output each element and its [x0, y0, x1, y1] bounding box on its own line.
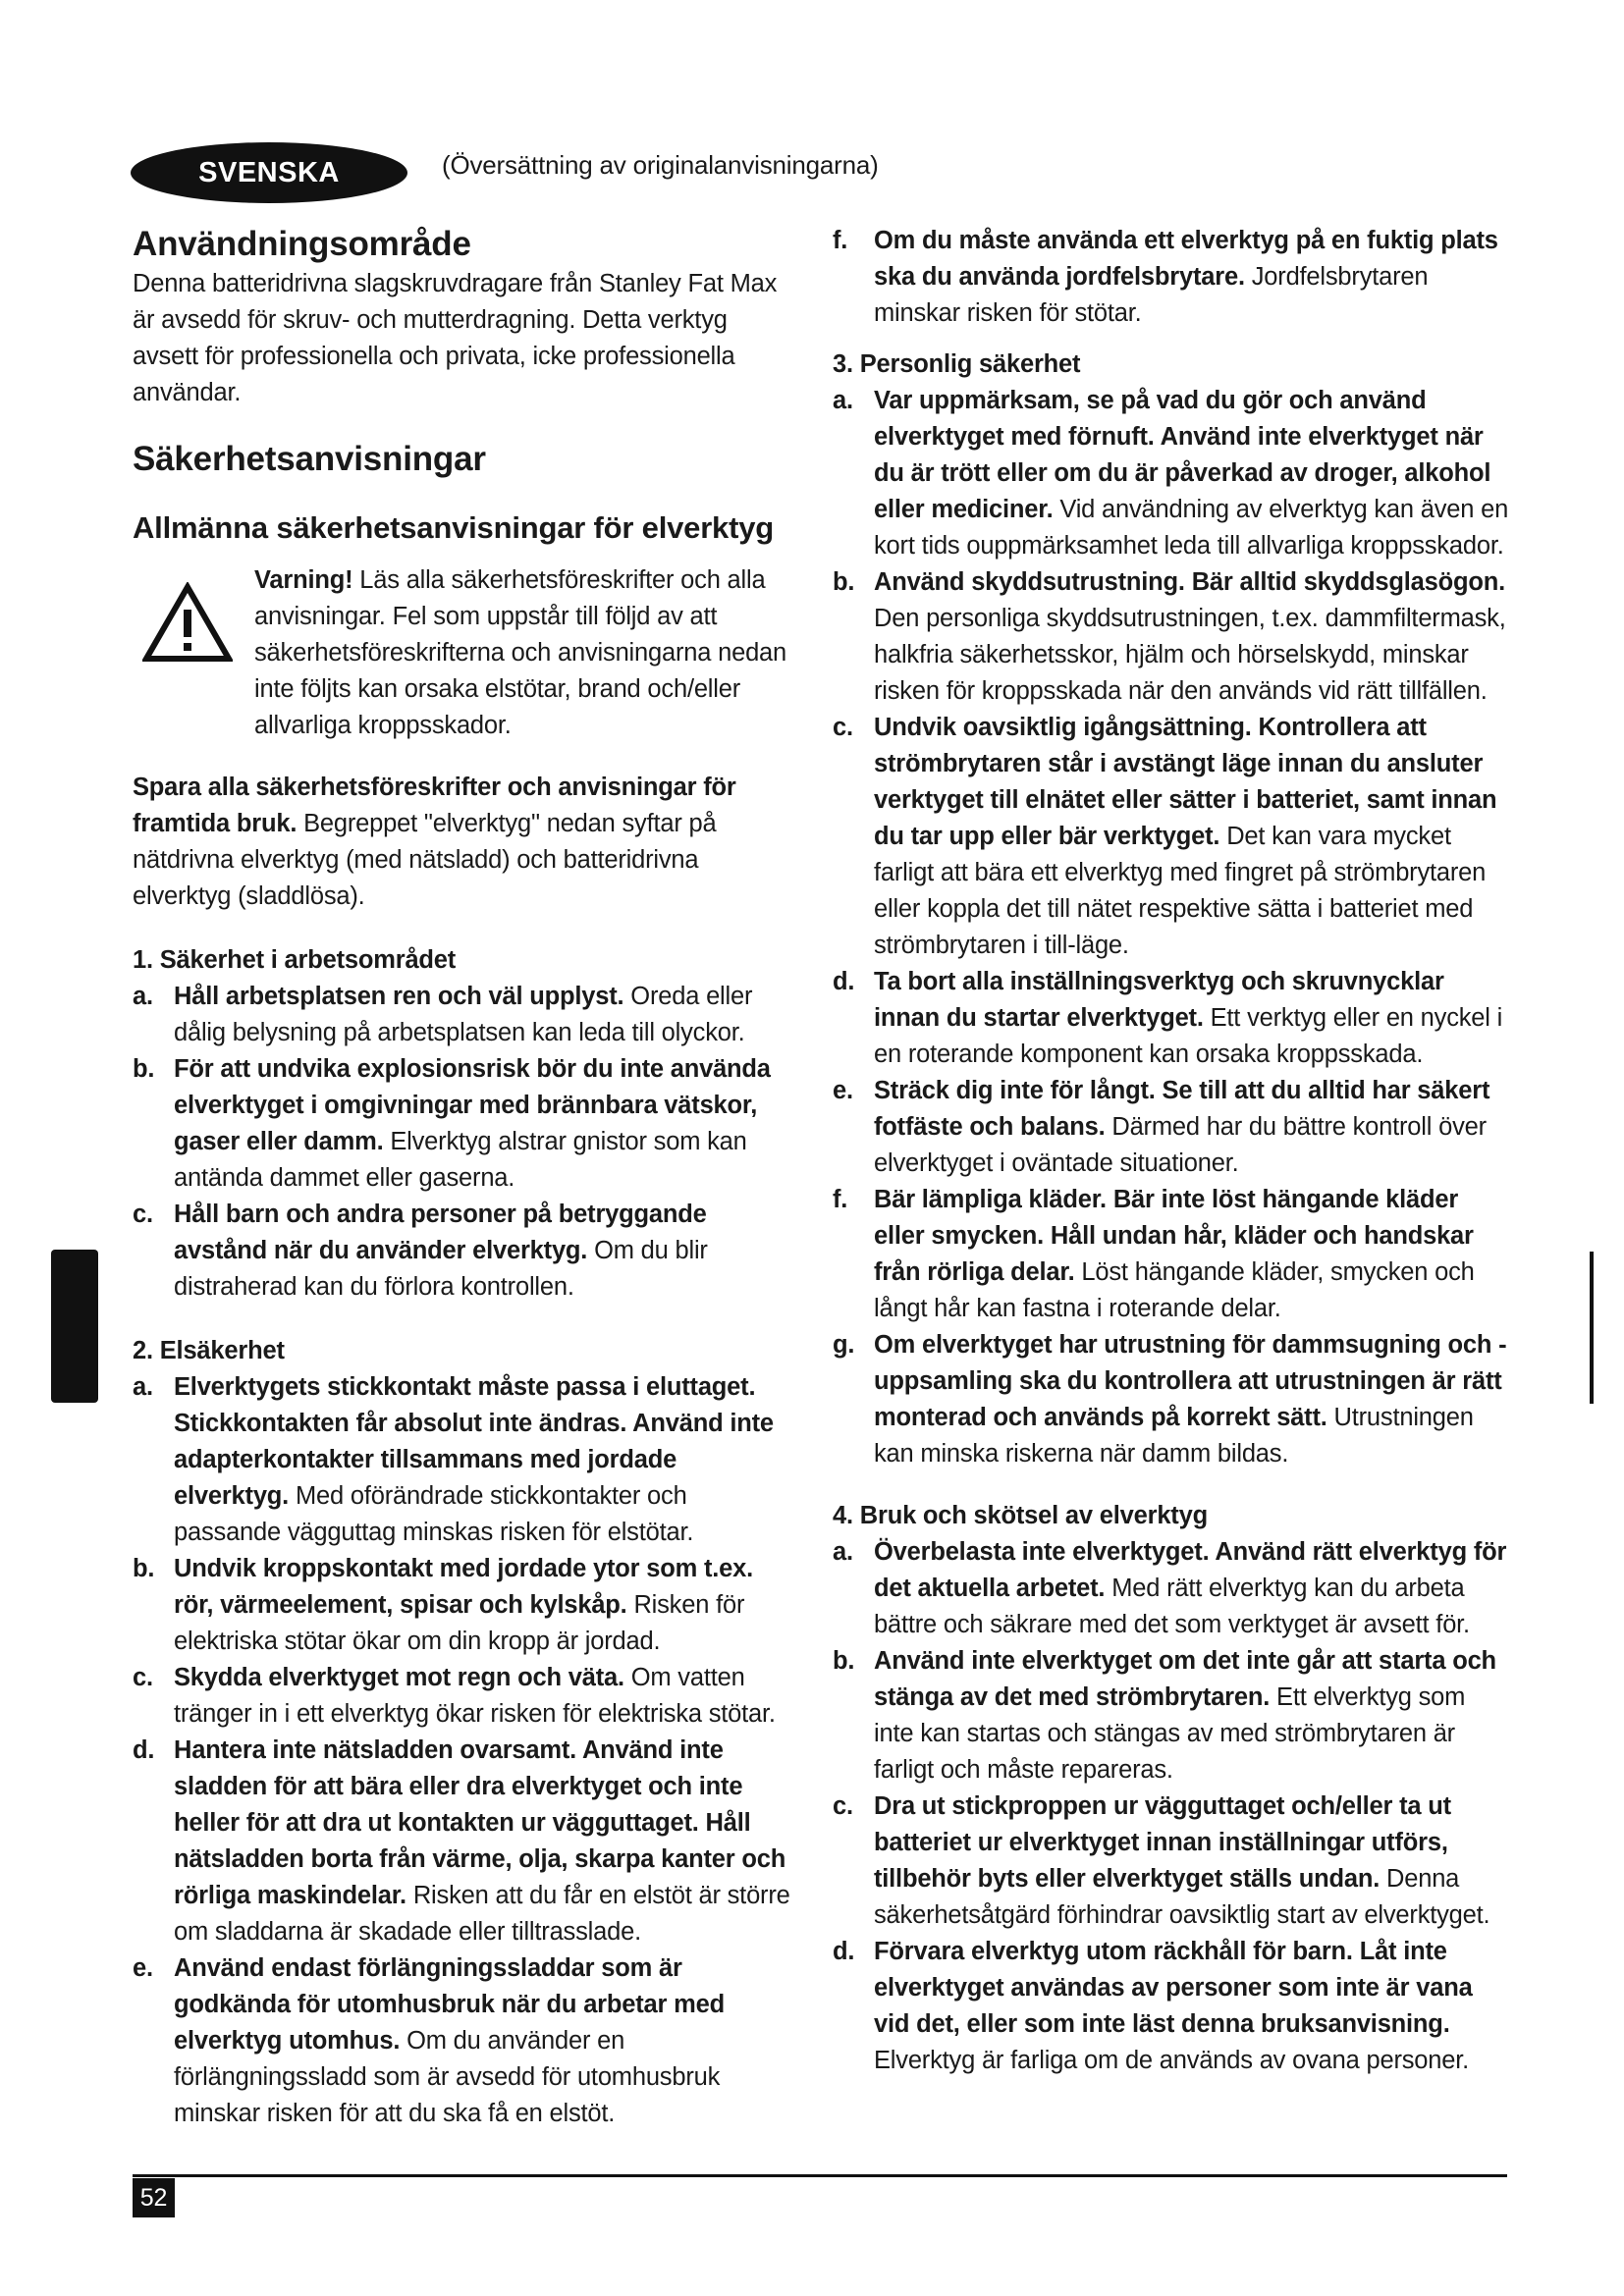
item-text: Jordfelsbrytaren minskar risken för stötar.	[874, 263, 1429, 327]
item-letter: a.	[833, 387, 853, 414]
list-item	[133, 1950, 795, 2132]
item-text: Risken för elektriska stötar ökar om din kropp är jordad.	[174, 1591, 745, 1655]
item-bold-text: Överbelasta inte elverktyget. Använd rätt elverktyg för det aktuella arbetet.	[874, 1538, 1507, 1602]
section-tab-marker	[51, 1250, 98, 1403]
item-bold-text: Håll barn och andra personer på betryggande avstånd när du använder elverktyg.	[174, 1201, 707, 1264]
item-bold-text: Dra ut stickproppen ur vägguttaget och/eller ta ut batteriet ur elverktyget innan inställningar utförs, tillbehör byts eller elverktyget ställs undan.	[874, 1792, 1451, 1893]
list-item	[833, 1182, 1510, 1327]
save-instructions: Spara alla säkerhetsföreskrifter och anvisningar för framtida bruk. Begreppet "elverktyg" nedan syftar på nätdrivna elverktyg (med nätsladd) och batteridrivna elverktyg (sladdlösa).	[133, 774, 736, 910]
list-item	[833, 1073, 1510, 1182]
item-letter: g.	[833, 1331, 855, 1359]
list-item	[833, 383, 1510, 564]
list-item	[833, 223, 1510, 332]
item-text: Ett verktyg eller en nyckel i en roterande komponent kan orsaka kroppsskada.	[874, 1004, 1503, 1068]
item-letter: a.	[133, 1373, 153, 1401]
item-letter: d.	[833, 968, 855, 995]
section-list	[833, 223, 1510, 332]
warning-text: Varning! Läs alla säkerhetsföreskrifter och alla anvisningar. Fel som uppstår till följd av att säkerhetsföreskrifterna och anvisningarna nedan inte följts kan orsaka elstötar, brand och/eller allvarliga kroppsskador.	[254, 566, 787, 739]
item-text: Med oförändrade stickkontakter och passande vägguttag minskas risken för elstötar.	[174, 1482, 694, 1546]
list-item	[133, 1733, 795, 1950]
left-column	[133, 223, 795, 2132]
item-bold-text: Undvik oavsiktlig igångsättning. Kontrollera att strömbrytaren står i avstängt läge innan du ansluter verktyget till elnätet eller sätter i batteriet, samt innan du tar upp eller bär verktyget.	[874, 714, 1497, 850]
item-letter: d.	[133, 1736, 155, 1764]
item-letter: f.	[833, 1186, 848, 1213]
item-bold-text: Förvara elverktyg utom räckhåll för barn. Låt inte elverktyget användas av personer som inte är vana vid det, eller som inte läst denna bruksanvisning.	[874, 1938, 1473, 2038]
item-text: Om vatten tränger in i ett elverktyg ökar risken för elektriska stötar.	[174, 1664, 776, 1728]
section-list	[833, 383, 1510, 1472]
item-text: Det kan vara mycket farligt att bära ett elverktyg med fingret på strömbrytaren eller koppla det till nätet respektive sätta i batteriet med strömbrytaren i till-läge.	[874, 823, 1487, 959]
translation-note: (Översättning av originalanvisningarna)	[442, 150, 879, 180]
list-item	[833, 710, 1510, 964]
section-title: 1. Säkerhet i arbetsområdet	[133, 946, 457, 974]
item-letter: b.	[833, 1647, 855, 1675]
item-letter: b.	[133, 1055, 155, 1083]
item-bold-text: Undvik kroppskontakt med jordade ytor som t.ex. rör, värmeelement, spisar och kylskåp.	[174, 1555, 753, 1619]
section-list	[833, 1534, 1510, 2079]
item-text: Vid användning av elverktyg kan även en kort tids ouppmärksamhet leda till allvarliga kroppsskador.	[874, 496, 1509, 560]
item-letter: b.	[133, 1555, 155, 1582]
list-item	[833, 1934, 1510, 2079]
section-title: 4. Bruk och skötsel av elverktyg	[833, 1502, 1208, 1529]
item-text: Elverktyg alstrar gnistor som kan antända dammet eller gaserna.	[174, 1128, 747, 1192]
list-item	[133, 1660, 795, 1733]
item-letter: c.	[133, 1201, 153, 1228]
item-text: Denna säkerhetsåtgärd förhindrar oavsiktlig start av elverktyget.	[874, 1865, 1490, 1929]
page-number: 52	[133, 2178, 175, 2217]
section-title: 3. Personlig säkerhet	[833, 350, 1081, 378]
item-bold-text: Använd endast förlängningssladdar som är godkända för utomhusbruk när du arbetar med elverktyg utomhus.	[174, 1954, 725, 2055]
section-list	[133, 979, 795, 1306]
list-item	[833, 1643, 1510, 1789]
item-text: Oreda eller dålig belysning på arbetsplatsen kan leda till olyckor.	[174, 983, 753, 1046]
item-bold-text: Använd inte elverktyget om det inte går att starta och stänga av det med strömbrytaren.	[874, 1647, 1496, 1711]
item-bold-text: Elverktygets stickkontakt måste passa i eluttaget. Stickkontakten får absolut inte ändras. Använd inte adapterkontakter tillsammans med jordade elverktyg.	[174, 1373, 774, 1510]
list-item	[833, 1327, 1510, 1472]
list-item	[133, 979, 795, 1051]
warning-block	[133, 562, 795, 744]
item-bold-text: Håll arbetsplatsen ren och väl upplyst.	[174, 983, 624, 1010]
item-letter: f.	[833, 227, 848, 254]
item-letter: e.	[833, 1077, 853, 1104]
item-text: Om du använder en förlängningssladd som är avsedd för utomhusbruk minskar risken för att du ska få en elstöt.	[174, 2027, 721, 2127]
list-item	[833, 1789, 1510, 1934]
item-text: Om du blir distraherad kan du förlora kontrollen.	[174, 1237, 708, 1301]
item-letter: b.	[833, 568, 855, 596]
item-letter: a.	[133, 983, 153, 1010]
item-text: Den personliga skyddsutrustningen, t.ex. dammfiltermask, halkfria säkerhetsskor, hjälm och hörselskydd, minskar risken för kroppsskada när den används vid rätt tillfällen.	[874, 605, 1506, 705]
item-letter: e.	[133, 1954, 153, 1982]
list-item	[833, 1534, 1510, 1643]
item-bold-text: Var uppmärksam, se på vad du gör och använd elverktyget med förnuft. Använd inte elverktyget när du är trött eller om du är påverkad av droger, alkohol eller mediciner.	[874, 387, 1491, 523]
item-bold-text: Om du måste använda ett elverktyg på en fuktig plats ska du använda jordfelsbrytare.	[874, 227, 1498, 291]
right-column	[833, 223, 1510, 2079]
item-letter: c.	[133, 1664, 153, 1691]
section-list	[133, 1369, 795, 2132]
intro-heading: Användningsområde	[133, 225, 471, 263]
item-text: Ett elverktyg som inte kan startas och stängas av med strömbrytaren är farligt och måste repareras.	[874, 1683, 1466, 1784]
list-item	[133, 1369, 795, 1551]
item-letter: c.	[833, 714, 853, 741]
list-item	[833, 964, 1510, 1073]
item-bold-text: För att undvika explosionsrisk bör du inte använda elverktyget i omgivningar med brännbara vätskor, gaser eller damm.	[174, 1055, 771, 1155]
item-bold-text: Hantera inte nätsladden ovarsamt. Använd inte sladden för att bära eller dra elverktyget och inte heller för att dra ut kontakten ur vägguttaget. Håll nätsladden borta från värme, olja, skarpa kanter och rörliga maskindelar.	[174, 1736, 786, 1909]
item-bold-text: Sträck dig inte för långt. Se till att du alltid har säkert fotfäste och balans.	[874, 1077, 1490, 1141]
item-text: Med rätt elverktyg kan du arbeta bättre och säkrare med det som verktyget är avsett för.	[874, 1575, 1470, 1638]
item-bold-text: Bär lämpliga kläder. Bär inte löst hängande kläder eller smycken. Håll undan hår, kläder och handskar från rörliga delar.	[874, 1186, 1474, 1286]
list-item	[133, 1051, 795, 1197]
item-text: Utrustningen kan minska riskerna när damm bildas.	[874, 1404, 1474, 1468]
item-text: Risken att du får en elstöt är större om sladdarna är skadade eller tilltrasslade.	[174, 1882, 790, 1946]
item-bold-text: Skydda elverktyget mot regn och väta.	[174, 1664, 624, 1691]
footer-rule	[133, 2174, 1507, 2177]
item-letter: a.	[833, 1538, 853, 1566]
language-badge: SVENSKA	[131, 142, 407, 203]
item-text: Därmed har du bättre kontroll över elverktyget i oväntade situationer.	[874, 1113, 1487, 1177]
list-item	[133, 1551, 795, 1660]
item-bold-text: Ta bort alla inställningsverktyg och skruvnycklar innan du startar elverktyget.	[874, 968, 1444, 1032]
item-text: Elverktyg är farliga om de används av ovana personer.	[874, 2047, 1469, 2074]
safety-heading: Säkerhetsanvisningar	[133, 440, 486, 478]
item-letter: d.	[833, 1938, 855, 1965]
list-item	[133, 1197, 795, 1306]
revision-bar	[1590, 1252, 1594, 1404]
list-item	[833, 564, 1510, 710]
item-bold-text: Om elverktyget har utrustning för dammsugning och -uppsamling ska du kontrollera att utrustningen är rätt monterad och används på korrekt sätt.	[874, 1331, 1507, 1431]
general-safety-heading: Allmänna säkerhetsanvisningar för elverktyg	[133, 510, 774, 545]
item-letter: c.	[833, 1792, 853, 1820]
intro-text: Denna batteridrivna slagskruvdragare från Stanley Fat Max är avsedd för skruv- och mutterdragning. Detta verktyg avsett för professionella och privata, icke professionella användar.	[133, 270, 778, 406]
section-title: 2. Elsäkerhet	[133, 1337, 285, 1364]
item-text: Löst hängande kläder, smycken och långt hår kan fastna i roterande delar.	[874, 1258, 1475, 1322]
item-bold-text: Använd skyddsutrustning. Bär alltid skyddsglasögon.	[874, 568, 1505, 596]
warning-triangle-icon	[142, 582, 233, 663]
